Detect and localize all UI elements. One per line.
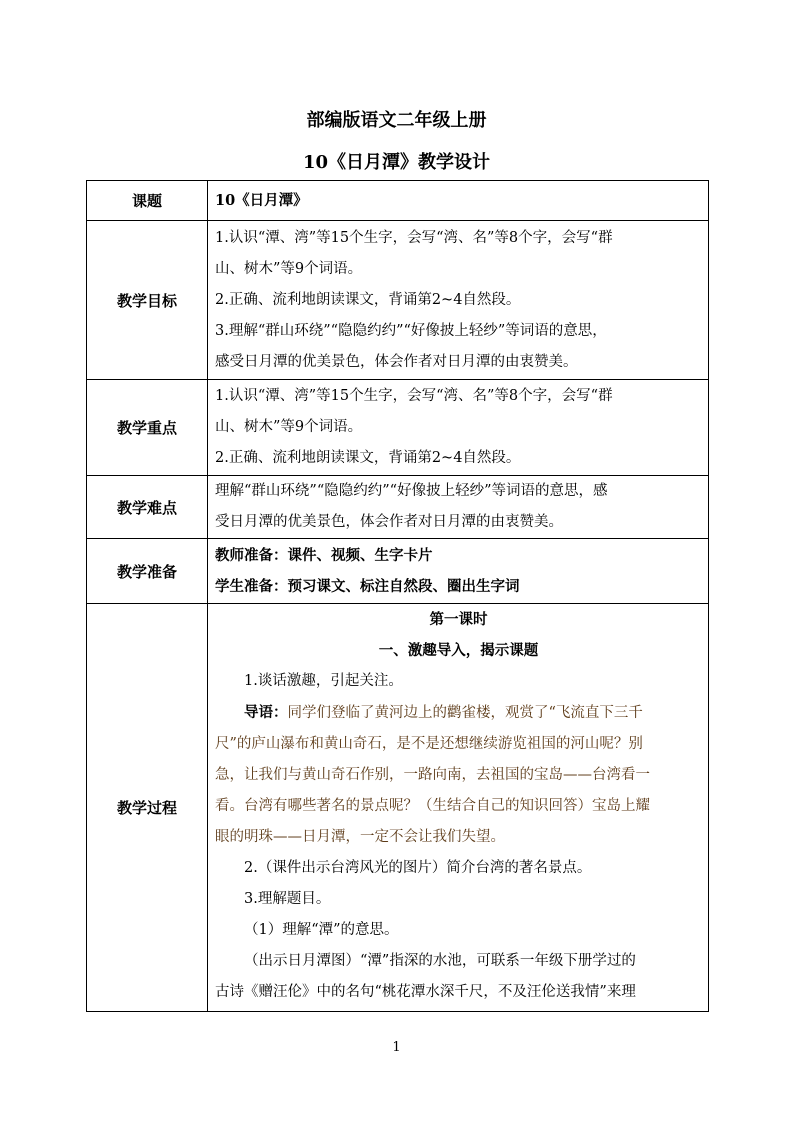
content-line: 2.正确、流利地朗读课文，背诵第2~4自然段。 [215, 291, 521, 308]
row-content-topic [208, 181, 709, 221]
row-label-objectives: 教学目标 [87, 221, 208, 380]
guide-paragraph-line: 急，让我们与黄山奇石作别，一路向南，去祖国的宝岛——台湾看一 [215, 767, 650, 783]
content-line: 3.理解“群山环绕”“隐隐约约”“好像披上轻纱”等词语的意思， [215, 322, 607, 339]
document-title: 部编版语文二年级上册 [306, 110, 487, 131]
row-label-process: 教学过程 [87, 604, 208, 1012]
guide-paragraph-line: 尺”的庐山瀑布和黄山奇石，是不是还想继续游览祖国的河山呢？别 [215, 736, 643, 752]
table-row [87, 476, 709, 539]
row-label-topic: 课题 [87, 181, 208, 221]
guide-paragraph-line: 看。台湾有哪些著名的景点呢？（生结合自己的知识回答）宝岛上耀 [215, 798, 650, 814]
process-item: 1.谈话激趣，引起关注。 [244, 673, 403, 689]
content-line: 感受日月潭的优美景色，体会作者对日月潭的由衷赞美。 [215, 353, 578, 370]
guide-label: 导语： [244, 704, 288, 721]
row-content-difficulties [208, 476, 709, 539]
row-content-key-points [208, 380, 709, 476]
content-line: 教师准备：课件、视频、生字卡片 [215, 547, 433, 564]
table-row [87, 181, 709, 221]
content-line: 理解“群山环绕”“隐隐约约”“好像披上轻纱”等词语的意思，感 [215, 483, 608, 499]
content-line: 1.认识“潭、湾”等15个生字，会写“湾、名”等8个字，会写“群 [215, 388, 613, 404]
guide-text: 同学们登临了黄河边上的鹳雀楼，观赏了“飞流直下三千 [287, 705, 643, 721]
section-title: 一、激趣导入，揭示课题 [378, 642, 539, 659]
content-line: 山、树木”等9个词语。 [215, 419, 363, 435]
guide-paragraph-line [215, 697, 702, 729]
process-item: 2.（课件出示台湾风光的图片）简介台湾的著名景点。 [244, 860, 592, 876]
process-paragraph-line: 古诗《赠汪伦》中的名句“桃花潭水深千尺，不及汪伦送我情”来理 [215, 984, 636, 1000]
content-line: 山、树木”等9个词语。 [215, 260, 363, 277]
process-paragraph-line: （出示日月潭图）“潭”指深的水池，可联系一年级下册学过的 [244, 953, 636, 969]
guide-paragraph-line: 眼的明珠——日月潭，一定不会让我们失望。 [215, 829, 505, 845]
process-item: 3.理解题目。 [244, 891, 331, 907]
row-content-preparation [208, 539, 709, 604]
content-line: 学生准备：预习课文、标注自然段、圈出生字词 [215, 578, 520, 595]
table-row [87, 380, 709, 476]
row-label-difficulties: 教学难点 [87, 476, 208, 539]
content-line: 1.认识“潭、湾”等15个生字，会写“湾、名”等8个字，会写“群 [215, 229, 613, 246]
row-content-process [208, 604, 709, 1012]
row-content-objectives [208, 221, 709, 380]
table-row [87, 539, 709, 604]
table-row [87, 221, 709, 380]
page-number: 1 [392, 1040, 401, 1055]
document-subtitle: 10《日月潭》教学设计 [302, 152, 491, 173]
lesson-plan-table [86, 180, 709, 1012]
lesson-title: 第一课时 [429, 611, 488, 628]
row-label-key-points: 教学重点 [87, 380, 208, 476]
row-label-preparation: 教学准备 [87, 539, 208, 604]
content-line: 2.正确、流利地朗读课文，背诵第2~4自然段。 [215, 450, 521, 466]
content-line: 受日月潭的优美景色，体会作者对日月潭的由衷赞美。 [215, 514, 563, 530]
process-subitem: （1）理解“潭”的意思。 [244, 922, 399, 938]
table-row [87, 604, 709, 1012]
content-line: 10《日月潭》 [215, 192, 308, 209]
